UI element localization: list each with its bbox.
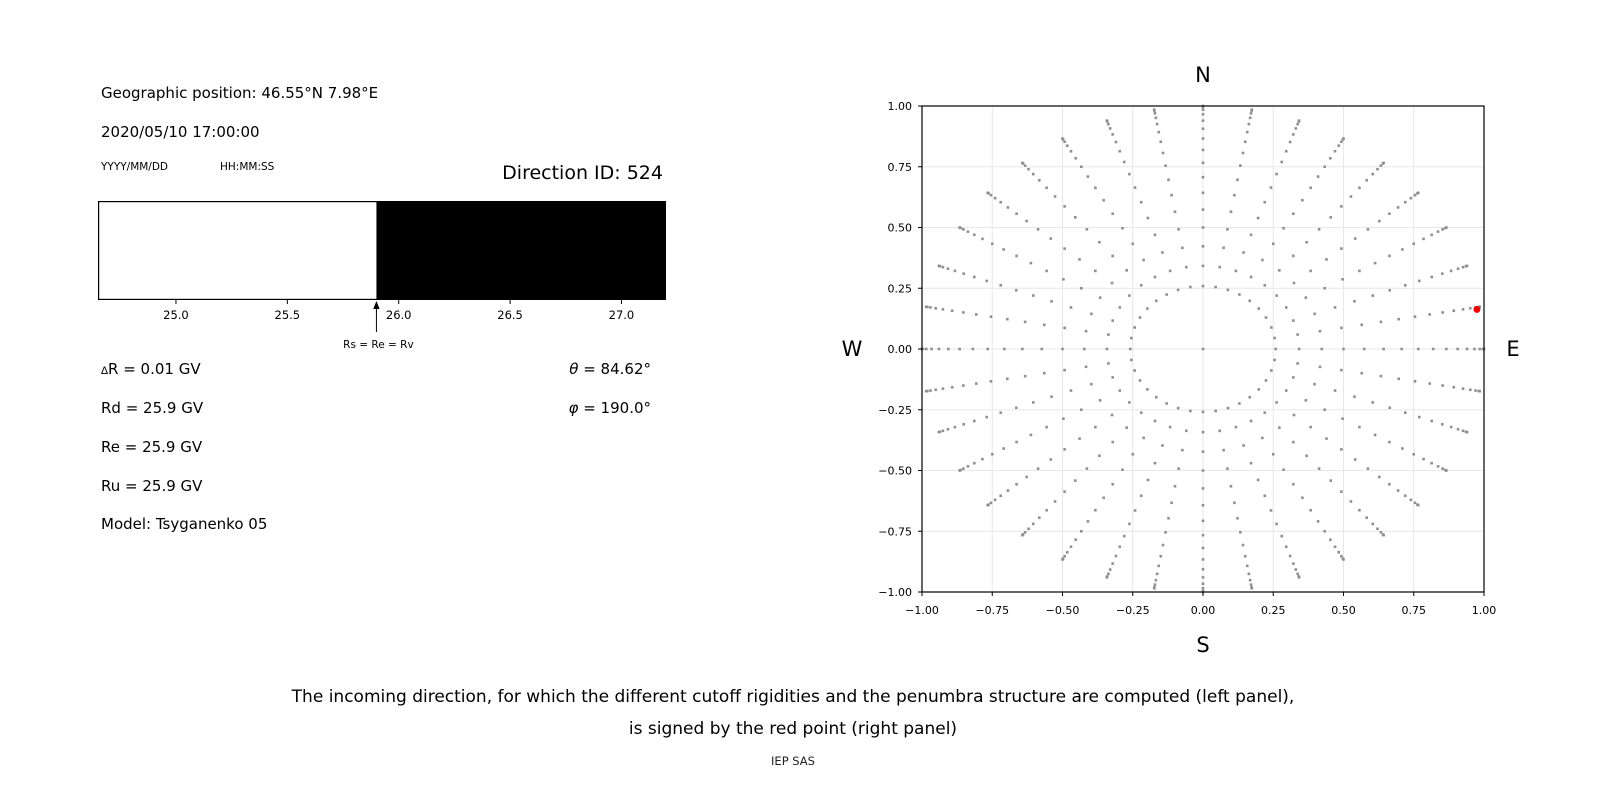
x-tick-label: 1.00 — [1471, 604, 1497, 617]
penumbra-tick-label: 25.0 — [163, 308, 189, 322]
y-tick-label: −0.50 — [878, 464, 912, 478]
penumbra-tick-label: 26.0 — [385, 308, 412, 322]
y-tick-label: 0.25 — [887, 282, 912, 296]
date-format-label: YYYY/MM/DD — [101, 161, 169, 173]
y-tick-label: 1.00 — [887, 100, 912, 113]
caption-line-2: is signed by the red point (right panel) — [628, 719, 958, 739]
direction-map-chart — [780, 40, 1580, 680]
direction-map-axes — [878, 100, 1496, 617]
y-tick-label: 0.00 — [887, 343, 912, 356]
x-tick-label: −1.00 — [905, 604, 939, 617]
x-tick-label: 0.50 — [1331, 604, 1356, 617]
compass-west-label: W — [841, 337, 863, 361]
x-tick-label: 0.25 — [1261, 604, 1286, 617]
x-tick-label: 0.00 — [1190, 604, 1216, 617]
rd-value: Rd = 25.9 GV — [101, 399, 204, 417]
compass-south-label: S — [1196, 633, 1210, 657]
ru-value: Ru = 25.9 GV — [101, 477, 203, 495]
credit-text: IEP SAS — [771, 754, 815, 768]
phi-value: φ = 190.0° — [568, 399, 651, 417]
y-tick-label: −1.00 — [878, 586, 912, 599]
x-tick-label: −0.50 — [1045, 604, 1080, 617]
x-tick-label: −0.25 — [1115, 604, 1150, 617]
cutoff-arrowhead — [373, 301, 379, 309]
direction-grid-dots — [921, 105, 1486, 594]
re-value: Re = 25.9 GV — [101, 438, 203, 456]
penumbra-tick-label: 26.5 — [497, 308, 523, 322]
compass-north-label: N — [1195, 63, 1211, 87]
x-tick-label: 0.75 — [1401, 604, 1426, 617]
penumbra-region — [376, 201, 666, 300]
selected-direction-point — [1473, 306, 1480, 313]
delta-symbol: ∆ — [101, 365, 109, 377]
penumbra-tick-label: 27.0 — [608, 308, 635, 322]
theta-symbol: θ — [569, 360, 579, 378]
cutoff-arrow-label: Rs = Re = Rv — [343, 339, 414, 351]
caption-line-1: The incoming direction, for which the different cutoff rigidities and the penumbra structure are computed (left panel), — [291, 687, 1295, 707]
time-format-label: HH:MM:SS — [220, 161, 275, 173]
theta-value: θ = 84.62° — [569, 360, 651, 378]
penumbra-tick-label: 25.5 — [274, 308, 301, 322]
y-tick-label: −0.75 — [878, 525, 912, 539]
y-tick-label: 0.75 — [887, 160, 912, 174]
model-text: Model: Tsyganenko 05 — [101, 515, 268, 533]
penumbra-region — [98, 201, 376, 300]
penumbra-bar-chart — [98, 201, 667, 356]
direction-id-text: Direction ID: 524 — [502, 162, 663, 184]
x-tick-label: −0.75 — [975, 604, 1010, 617]
compass-east-label: E — [1506, 337, 1520, 361]
geo-position-text: Geographic position: 46.55°N 7.98°E — [101, 84, 379, 102]
datetime-text: 2020/05/10 17:00:00 — [101, 123, 260, 141]
phi-symbol: φ — [568, 399, 579, 417]
delta-r-value: ∆R = 0.01 GV — [101, 360, 201, 378]
y-tick-label: 0.50 — [887, 221, 912, 235]
y-tick-label: −0.25 — [878, 403, 912, 417]
